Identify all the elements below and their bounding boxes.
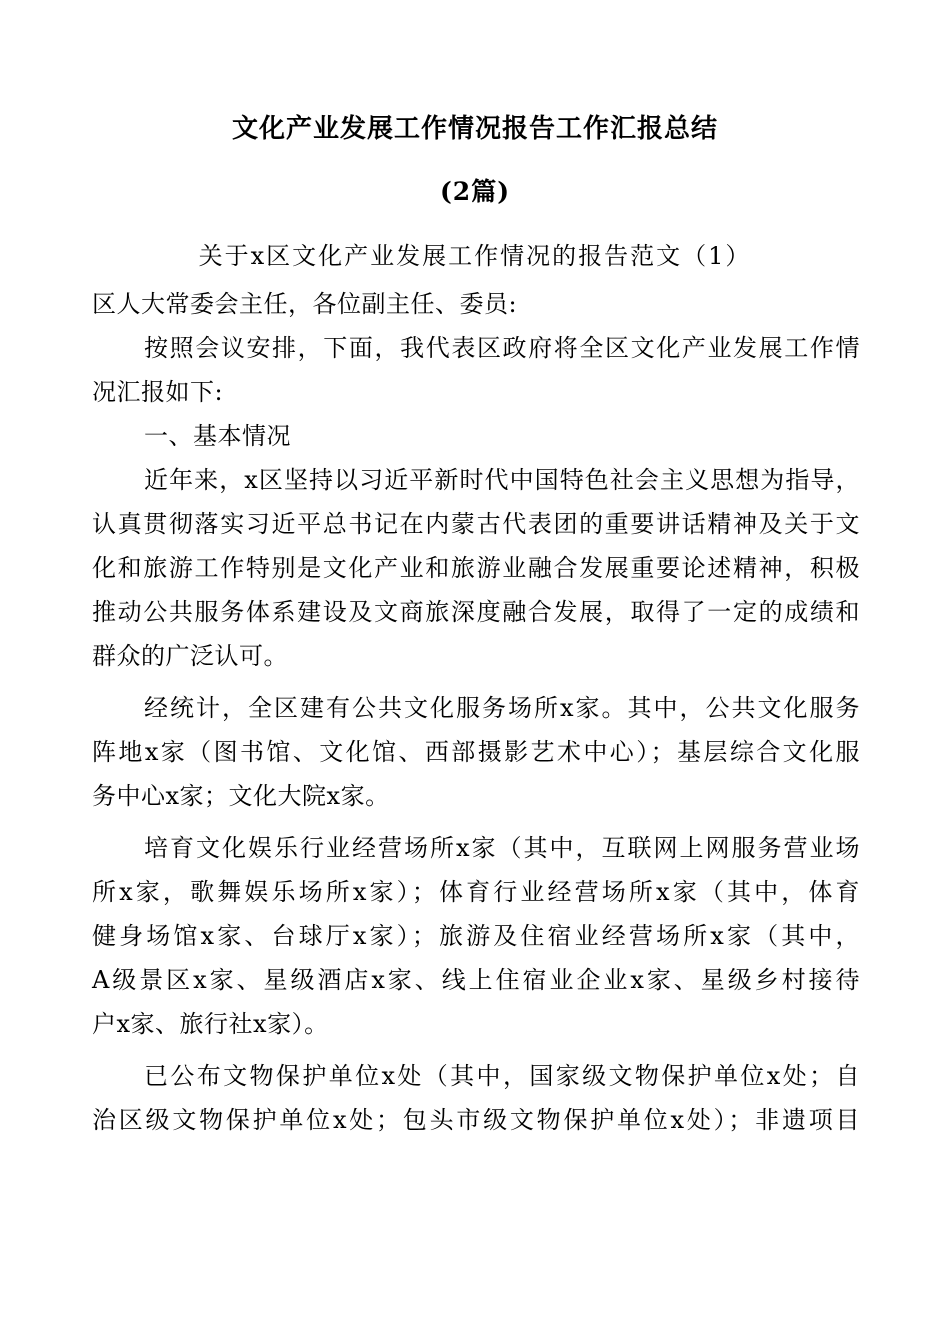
paragraph-5-line-2: 所x家，歌舞娱乐场所x家）；体育行业经营场所x家（其中，体育 [92, 878, 860, 906]
section-heading-basic-situation: 一、基本情况 [144, 422, 291, 450]
paragraph-1-line-2: 况汇报如下: [92, 378, 224, 406]
paragraph-4-line-1: 经统计，全区建有公共文化服务场所x家。其中，公共文化服务 [144, 694, 860, 722]
paragraph-3-line-1: 近年来，x区坚持以习近平新时代中国特色社会主义思想为指导， [144, 466, 860, 494]
paragraph-5-line-4: A级景区x家、星级酒店x家、线上住宿业企业x家、星级乡村接待 [92, 966, 860, 994]
paragraph-3-line-5: 群众的广泛认可。 [92, 642, 288, 670]
paragraph-6-line-2: 治区级文物保护单位x处；包头市级文物保护单位x处）；非遗项目 [92, 1106, 860, 1134]
paragraph-5-line-1: 培育文化娱乐行业经营场所x家（其中，互联网上网服务营业场 [144, 834, 860, 862]
paragraph-3-line-3: 化和旅游工作特别是文化产业和旅游业融合发展重要论述精神，积极 [92, 554, 860, 582]
salutation: 区人大常委会主任，各位副主任、委员: [92, 290, 518, 318]
paragraph-3-line-4: 推动公共服务体系建设及文商旅深度融合发展，取得了一定的成绩和 [92, 598, 860, 626]
paragraph-6-line-1: 已公布文物保护单位x处（其中，国家级文物保护单位x处；自 [144, 1062, 860, 1090]
document-body [92, 282, 860, 1142]
document-title: 文化产业发展工作情况报告工作汇报总结 [231, 114, 718, 144]
paragraph-4-line-2: 阵地x家（图书馆、文化馆、西部摄影艺术中心）；基层综合文化服 [92, 738, 860, 766]
paragraph-spacer [92, 1046, 860, 1054]
paragraph-1-line-1: 按照会议安排，下面，我代表区政府将全区文化产业发展工作情 [144, 334, 860, 362]
paragraph-spacer [92, 818, 860, 826]
document-subtitle: 关于x区文化产业发展工作情况的报告范文（1） [198, 242, 752, 270]
document-title-note: (2篇) [439, 177, 511, 206]
paragraph-4-line-3: 务中心x家；文化大院x家。 [92, 782, 390, 810]
paragraph-spacer [92, 678, 860, 686]
paragraph-5-line-3: 健身场馆x家、台球厅x家）；旅游及住宿业经营场所x家（其中， [92, 922, 860, 950]
paragraph-5-line-5: 户x家、旅行社x家）。 [92, 1010, 329, 1038]
paragraph-3-line-2: 认真贯彻落实习近平总书记在内蒙古代表团的重要讲话精神及关于文 [92, 510, 860, 538]
